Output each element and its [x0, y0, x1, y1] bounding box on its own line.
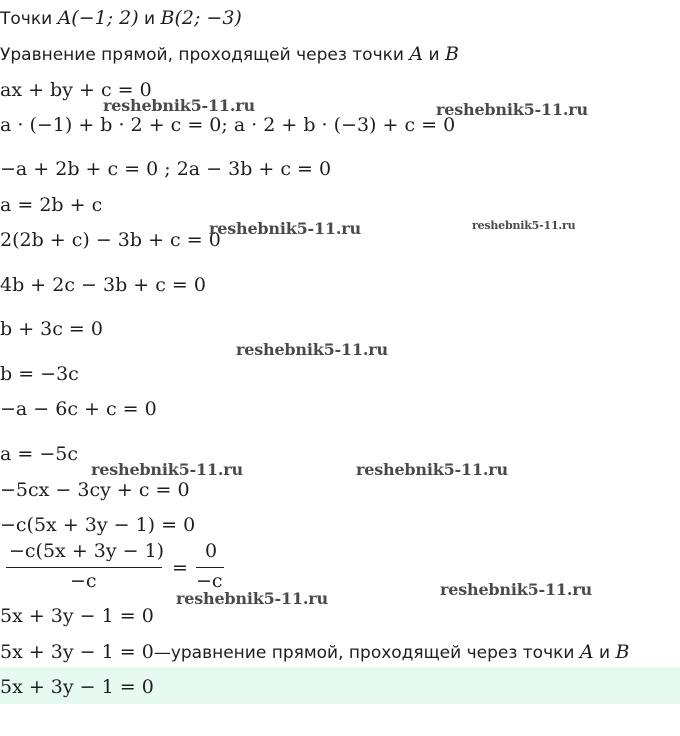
step-3: −a + 2b + c = 0 ; 2a − 3b + c = 0	[0, 158, 332, 180]
watermark-6: reshebnik5-11.ru	[91, 460, 243, 479]
step-11: −5cx − 3cy + c = 0	[0, 479, 190, 501]
point-a: A(−1; 2)	[57, 7, 139, 29]
subtitle	[0, 43, 459, 66]
subtitle-point-a: A	[409, 43, 424, 65]
step-14-point-b: B	[615, 641, 630, 663]
step-14-text: —уравнение прямой, проходящей через точки	[153, 643, 580, 663]
step-14	[0, 641, 629, 664]
step-9: −a − 6c + c = 0	[0, 398, 157, 420]
step-6: 4b + 2c − 3b + c = 0	[0, 274, 206, 296]
subtitle-point-b: B	[444, 43, 459, 65]
step-1: ax + by + c = 0	[0, 79, 152, 101]
watermark-7: reshebnik5-11.ru	[356, 460, 508, 479]
fraction-right-numerator: 0	[205, 540, 218, 562]
step-10: a = −5c	[0, 443, 78, 465]
subtitle-text: Уравнение прямой, проходящей через точки	[0, 45, 410, 65]
watermark-2: reshebnik5-11.ru	[436, 100, 588, 119]
fraction-equals: =	[172, 557, 188, 579]
step-14-equation: 5x + 3y − 1 = 0	[0, 641, 154, 663]
and-word: и	[138, 9, 161, 29]
point-b: B(2; −3)	[160, 7, 242, 29]
step-13: 5x + 3y − 1 = 0	[0, 605, 154, 627]
watermark-9: reshebnik5-11.ru	[176, 589, 328, 608]
fraction-left-bar	[6, 567, 162, 568]
step-5: 2(2b + c) − 3b + c = 0	[0, 229, 221, 251]
fraction-left-denominator: −c	[70, 570, 97, 592]
watermark-5: reshebnik5-11.ru	[236, 340, 388, 359]
step-12: −c(5x + 3y − 1) = 0	[0, 514, 196, 536]
step-8: b = −3c	[0, 363, 79, 385]
subtitle-and: и	[423, 45, 445, 65]
step-4: a = 2b + c	[0, 194, 103, 216]
step-14-point-a: A	[579, 641, 594, 663]
fraction-right-denominator: −c	[196, 570, 223, 592]
watermark-4: reshebnik5-11.ru	[472, 219, 576, 232]
step-14-and: и	[593, 643, 616, 663]
answer: 5x + 3y − 1 = 0	[0, 676, 154, 698]
points-prefix: Точки	[0, 9, 58, 29]
step-2: a · (−1) + b · 2 + c = 0; a · 2 + b · (−3) + c = 0	[0, 114, 456, 136]
points-header	[0, 7, 242, 30]
fraction-left-numerator: −c(5x + 3y − 1)	[9, 540, 165, 562]
fraction-right-bar	[196, 567, 224, 568]
watermark-1: reshebnik5-11.ru	[103, 96, 255, 115]
step-7: b + 3c = 0	[0, 318, 103, 340]
watermark-8: reshebnik5-11.ru	[440, 580, 592, 599]
watermark-3: reshebnik5-11.ru	[209, 219, 361, 238]
